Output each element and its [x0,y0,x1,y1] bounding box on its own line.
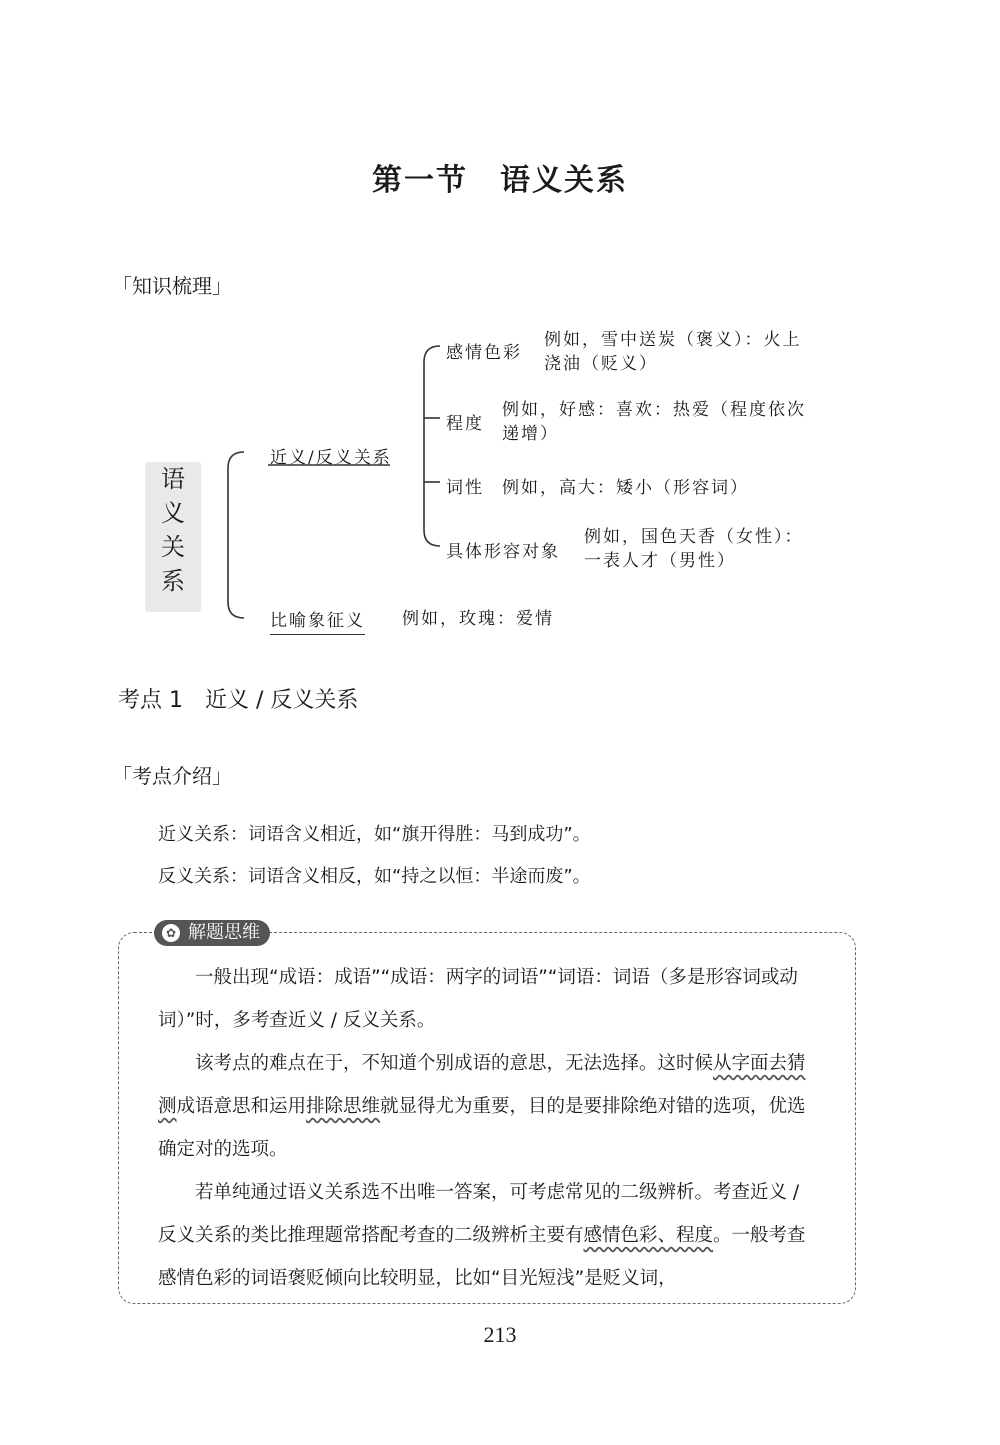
sub-degree-label: 程度 [446,414,484,434]
sub-brace [424,346,440,546]
thinking-paragraph-2: 该考点的难点在于，不知道个别成语的意思，无法选择。这时候从字面去猜测成语意思和运用排除思维就显得尤为重要，目的是要排除绝对错的选项，优选确定对的选项。 [158,1053,806,1160]
close-bracket-icon: 」 [212,764,232,788]
close-bracket-icon: 」 [212,274,232,298]
branch-metaphor-example: 例如，玫瑰：爱情 [402,609,554,629]
open-bracket-icon: 「 [112,764,132,788]
knowledge-heading: 「知识梳理」 [112,274,232,298]
thinking-paragraph-1: 一般出现“成语：成语”“成语：两字的词语”“词语：词语（多是形容词或动词）”时，多考查近义 / 反义关系。 [158,967,798,1031]
root-node: 语 义 关 系 [145,462,201,612]
section-heading: 考点 1 近义 / 反义关系 [118,688,359,713]
lightbulb-icon: ✿ [162,924,180,942]
page-title: 第一节 语义关系 [372,163,628,198]
sub-emotion-example-1: 例如，雪中送炭（褒义）：火上 [544,330,802,350]
intro-line-antonym: 反义关系：词语含义相反，如“持之以恒：半途而废”。 [158,866,591,887]
intro-line-synonym: 近义关系：词语含义相近，如“旗开得胜：马到成功”。 [158,824,591,845]
sub-emotion-label: 感情色彩 [446,343,522,363]
root-brace [228,452,244,618]
sub-emotion-example-2: 浇油（贬义） [544,354,658,374]
page-number: 213 [483,1322,517,1347]
branch-synonym-antonym: 近义/反义关系 [270,448,392,468]
sub-degree-example-2: 递增） [502,424,559,444]
sub-degree-example-1: 例如，好感：喜欢：热爱（程度依次 [502,400,806,420]
sub-pos-example-1: 例如，高大：矮小（形容词） [502,478,749,498]
sub-pos-label: 词性 [446,478,484,498]
thinking-paragraph-3: 若单纯通过语义关系选不出唯一答案，可考虑常见的二级辨析。考查近义 / 反义关系的类比推理题常搭配考查的二级辨析主要有感情色彩、程度。一般考查感情色彩的词语褒贬倾向比较明显，比如“目光短浅”是贬义词， [158,1182,806,1289]
sub-object-example-2: 一表人才（男性） [584,551,736,571]
branch-metaphor: 比喻象征义 [270,606,365,635]
sub-object-example-1: 例如，国色天香（女性）： [584,527,804,547]
sub-object-label: 具体形容对象 [446,542,560,562]
thinking-badge: ✿ 解题思维 [154,920,270,946]
intro-heading: 「考点介绍」 [112,764,232,788]
open-bracket-icon: 「 [112,274,132,298]
